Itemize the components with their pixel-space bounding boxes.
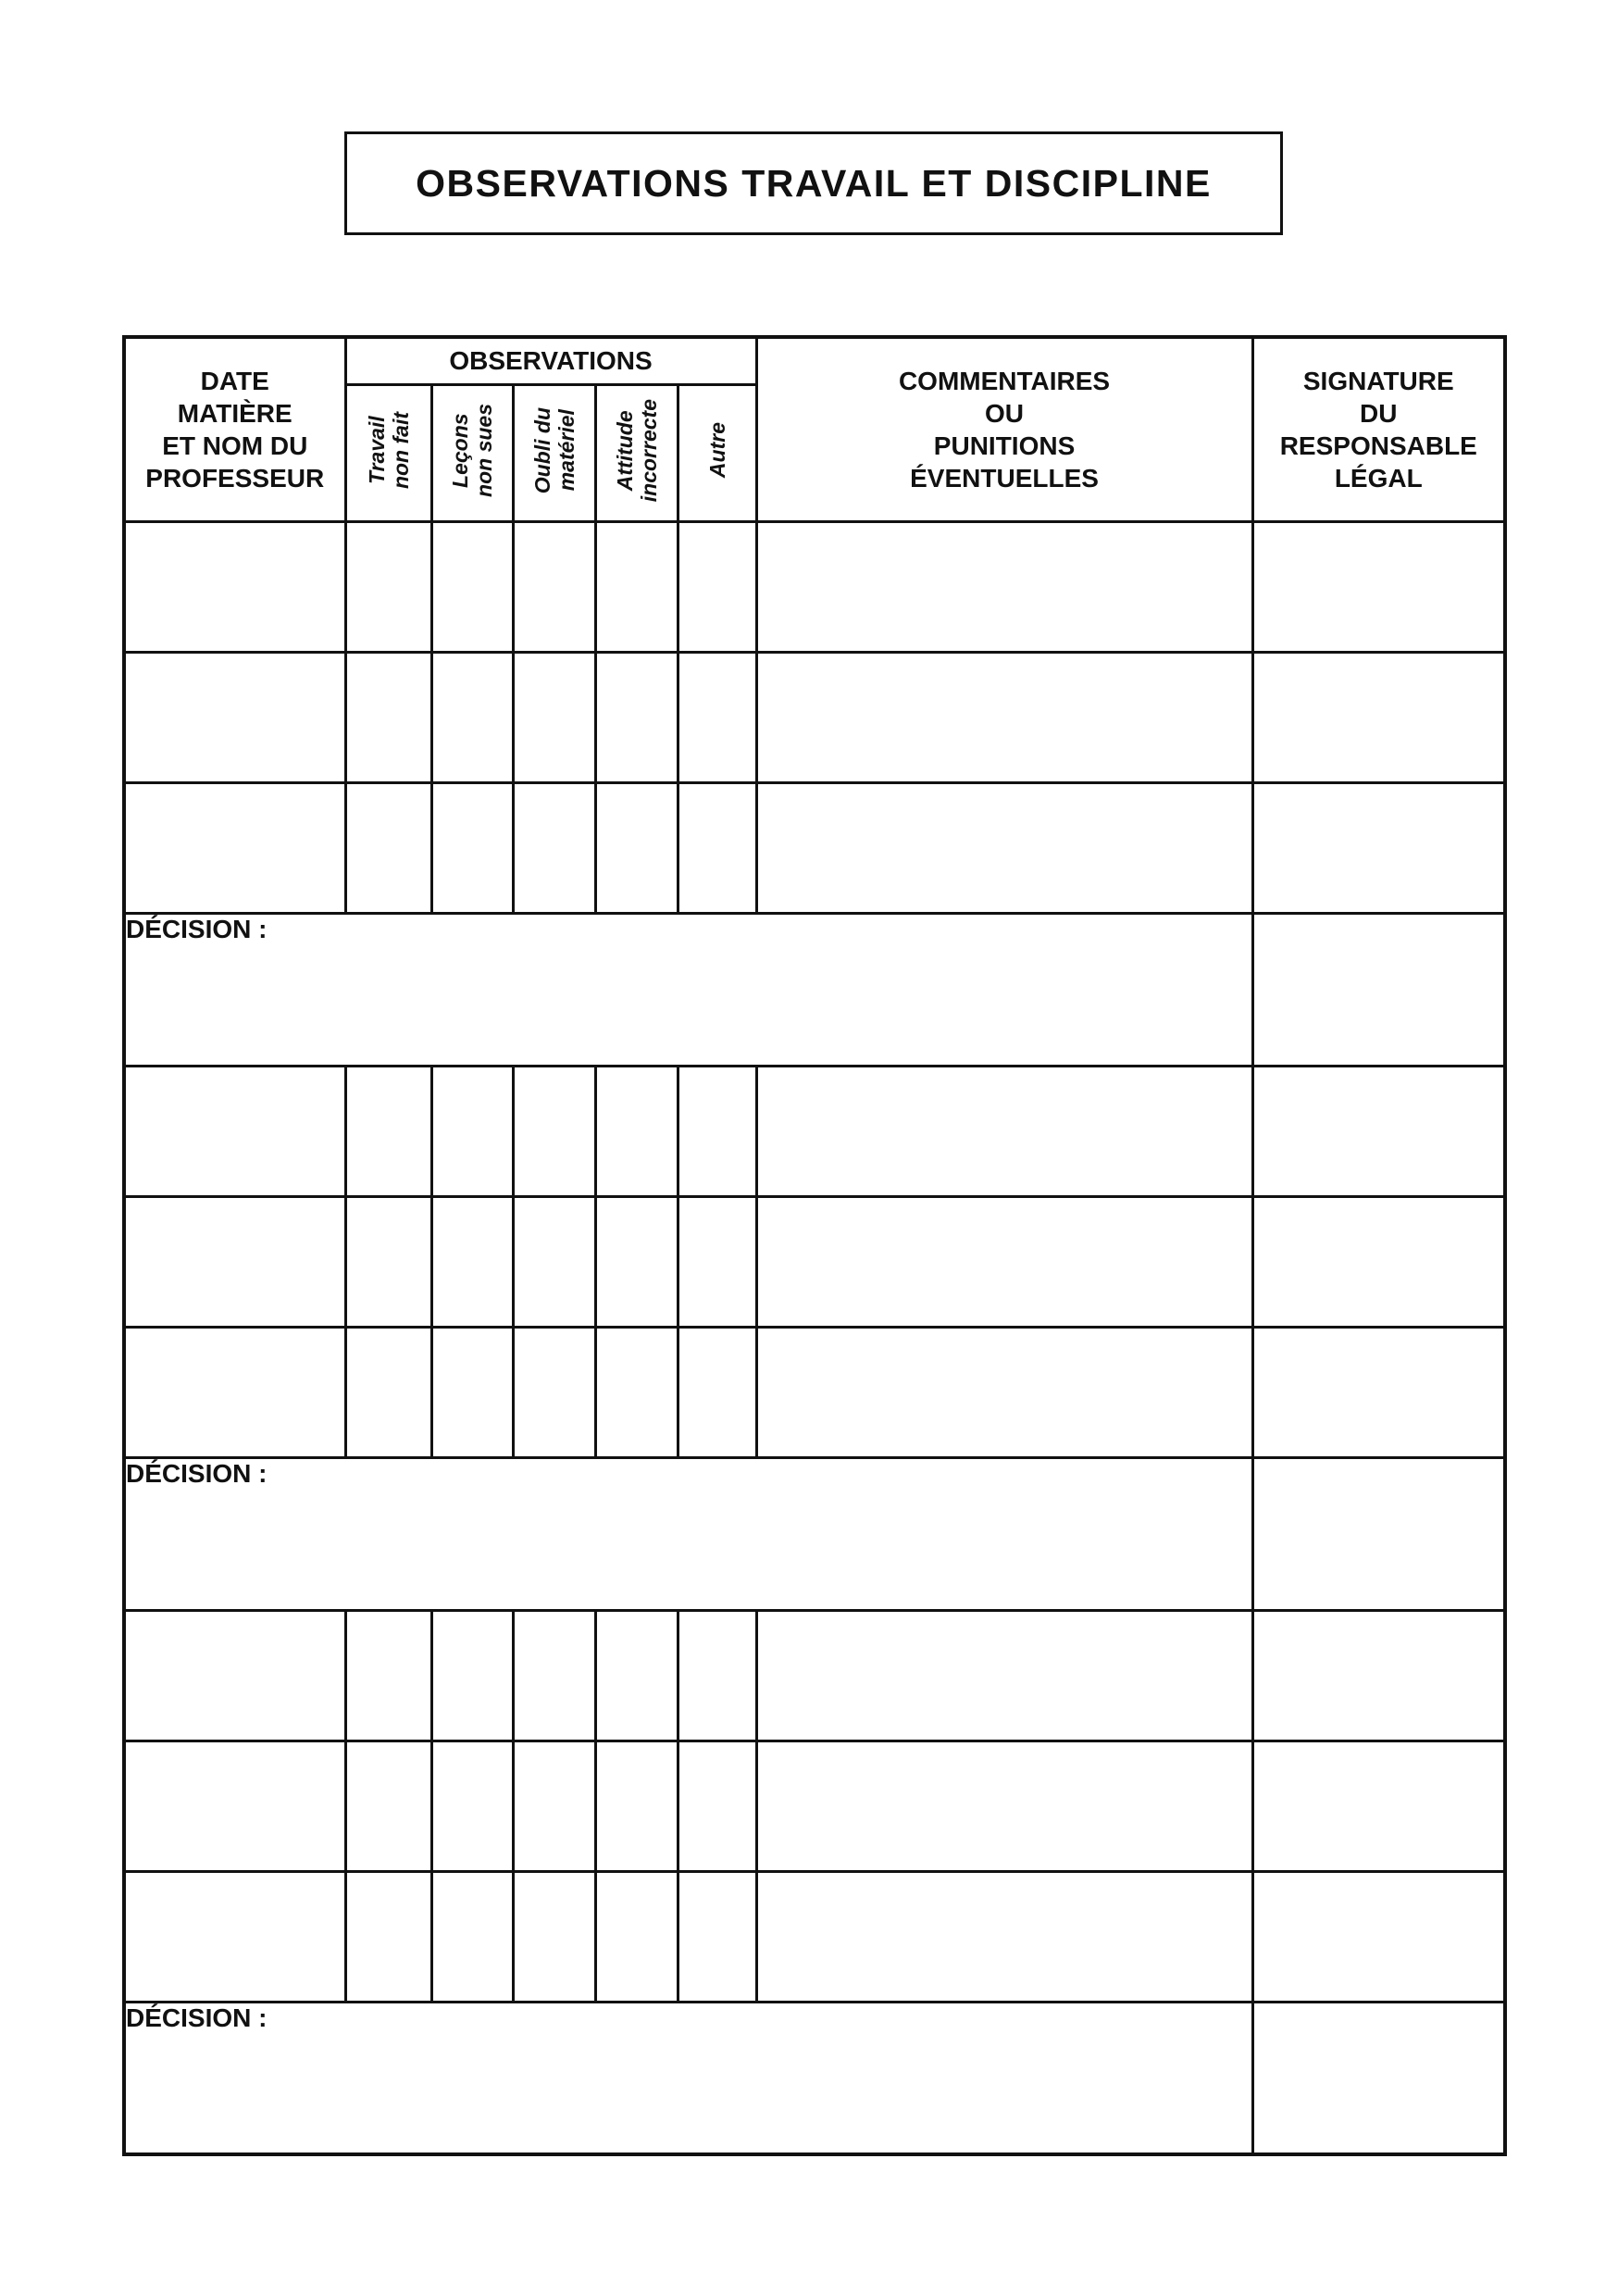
entry-autre-cell[interactable] (678, 1610, 756, 1741)
entry-oubli-cell[interactable] (513, 1610, 595, 1741)
entry-comment-cell[interactable] (756, 1196, 1252, 1327)
entry-oubli-cell[interactable] (513, 521, 595, 652)
entry-signature-cell[interactable] (1252, 782, 1505, 913)
entry-autre-cell[interactable] (678, 782, 756, 913)
entry-attitude-cell[interactable] (595, 1327, 678, 1457)
decision-signature-cell[interactable] (1252, 1457, 1505, 1610)
header-comments: COMMENTAIRES OU PUNITIONS ÉVENTUELLES (756, 337, 1252, 521)
entry-travail-cell[interactable] (345, 782, 431, 913)
entry-date-cell[interactable] (124, 1610, 345, 1741)
table-row (124, 1066, 1505, 1196)
entry-signature-cell[interactable] (1252, 521, 1505, 652)
entry-autre-cell[interactable] (678, 521, 756, 652)
entry-date-cell[interactable] (124, 1871, 345, 2002)
entry-signature-cell[interactable] (1252, 1871, 1505, 2002)
entry-lecons-cell[interactable] (431, 782, 513, 913)
table-row (124, 1871, 1505, 2002)
entry-travail-cell[interactable] (345, 521, 431, 652)
decision-label: DÉCISION : (126, 2003, 268, 2032)
entry-autre-cell[interactable] (678, 1327, 756, 1457)
entry-comment-cell[interactable] (756, 1741, 1252, 1871)
table-row (124, 521, 1505, 652)
entry-signature-cell[interactable] (1252, 1741, 1505, 1871)
entry-travail-cell[interactable] (345, 652, 431, 782)
header-attitude-incorrecte: Attitude incorrecte (595, 384, 678, 521)
entry-comment-cell[interactable] (756, 652, 1252, 782)
entry-attitude-cell[interactable] (595, 1610, 678, 1741)
entry-date-cell[interactable] (124, 1741, 345, 1871)
entry-lecons-cell[interactable] (431, 1327, 513, 1457)
entry-lecons-cell[interactable] (431, 1066, 513, 1196)
entry-oubli-cell[interactable] (513, 1741, 595, 1871)
decision-row (124, 2002, 1505, 2154)
header-lecons-non-sues: Leçons non sues (431, 384, 513, 521)
table-row (124, 1741, 1505, 1871)
entry-signature-cell[interactable] (1252, 652, 1505, 782)
decision-cell[interactable] (124, 2002, 1252, 2154)
entry-oubli-cell[interactable] (513, 1196, 595, 1327)
entry-attitude-cell[interactable] (595, 1066, 678, 1196)
header-date-subject-teacher: DATE MATIÈRE ET NOM DU PROFESSEUR (124, 337, 345, 521)
entry-lecons-cell[interactable] (431, 1741, 513, 1871)
entry-comment-cell[interactable] (756, 1327, 1252, 1457)
observations-table (122, 335, 1507, 2156)
entry-oubli-cell[interactable] (513, 782, 595, 913)
entry-comment-cell[interactable] (756, 1871, 1252, 2002)
entry-oubli-cell[interactable] (513, 1871, 595, 2002)
table-row (124, 652, 1505, 782)
entry-attitude-cell[interactable] (595, 521, 678, 652)
table-row (124, 1610, 1505, 1741)
decision-row (124, 913, 1505, 1066)
entry-travail-cell[interactable] (345, 1871, 431, 2002)
entry-lecons-cell[interactable] (431, 1196, 513, 1327)
entry-attitude-cell[interactable] (595, 652, 678, 782)
entry-comment-cell[interactable] (756, 1066, 1252, 1196)
entry-comment-cell[interactable] (756, 1610, 1252, 1741)
entry-attitude-cell[interactable] (595, 1871, 678, 2002)
table-row (124, 1327, 1505, 1457)
table-row (124, 782, 1505, 913)
header-signature: SIGNATURE DU RESPONSABLE LÉGAL (1252, 337, 1505, 521)
entry-lecons-cell[interactable] (431, 1610, 513, 1741)
entry-lecons-cell[interactable] (431, 1871, 513, 2002)
decision-cell[interactable] (124, 913, 1252, 1066)
decision-signature-cell[interactable] (1252, 2002, 1505, 2154)
entry-oubli-cell[interactable] (513, 1327, 595, 1457)
entry-date-cell[interactable] (124, 782, 345, 913)
decision-signature-cell[interactable] (1252, 913, 1505, 1066)
entry-autre-cell[interactable] (678, 1871, 756, 2002)
entry-travail-cell[interactable] (345, 1196, 431, 1327)
entry-autre-cell[interactable] (678, 1741, 756, 1871)
entry-date-cell[interactable] (124, 1327, 345, 1457)
table-row (124, 1196, 1505, 1327)
entry-comment-cell[interactable] (756, 782, 1252, 913)
entry-date-cell[interactable] (124, 521, 345, 652)
decision-cell[interactable] (124, 1457, 1252, 1610)
entry-autre-cell[interactable] (678, 652, 756, 782)
entry-oubli-cell[interactable] (513, 1066, 595, 1196)
entry-travail-cell[interactable] (345, 1327, 431, 1457)
entry-lecons-cell[interactable] (431, 652, 513, 782)
entry-autre-cell[interactable] (678, 1066, 756, 1196)
header-oubli-materiel: Oubli du matériel (513, 384, 595, 521)
entry-attitude-cell[interactable] (595, 782, 678, 913)
entry-attitude-cell[interactable] (595, 1196, 678, 1327)
header-observations: OBSERVATIONS (345, 337, 756, 384)
entry-autre-cell[interactable] (678, 1196, 756, 1327)
entry-date-cell[interactable] (124, 1066, 345, 1196)
entry-travail-cell[interactable] (345, 1741, 431, 1871)
header-travail-non-fait: Travail non fait (345, 384, 431, 521)
entry-oubli-cell[interactable] (513, 652, 595, 782)
entry-date-cell[interactable] (124, 1196, 345, 1327)
entry-signature-cell[interactable] (1252, 1196, 1505, 1327)
entry-signature-cell[interactable] (1252, 1327, 1505, 1457)
header-autre: Autre (678, 384, 756, 521)
entry-signature-cell[interactable] (1252, 1066, 1505, 1196)
decision-label: DÉCISION : (126, 914, 268, 943)
decision-label: DÉCISION : (126, 1458, 268, 1488)
page-title: OBSERVATIONS TRAVAIL ET DISCIPLINE (344, 131, 1283, 235)
entry-date-cell[interactable] (124, 652, 345, 782)
decision-row (124, 1457, 1505, 1610)
entry-travail-cell[interactable] (345, 1066, 431, 1196)
entry-comment-cell[interactable] (756, 521, 1252, 652)
entry-travail-cell[interactable] (345, 1610, 431, 1741)
entry-attitude-cell[interactable] (595, 1741, 678, 1871)
entry-lecons-cell[interactable] (431, 521, 513, 652)
entry-signature-cell[interactable] (1252, 1610, 1505, 1741)
